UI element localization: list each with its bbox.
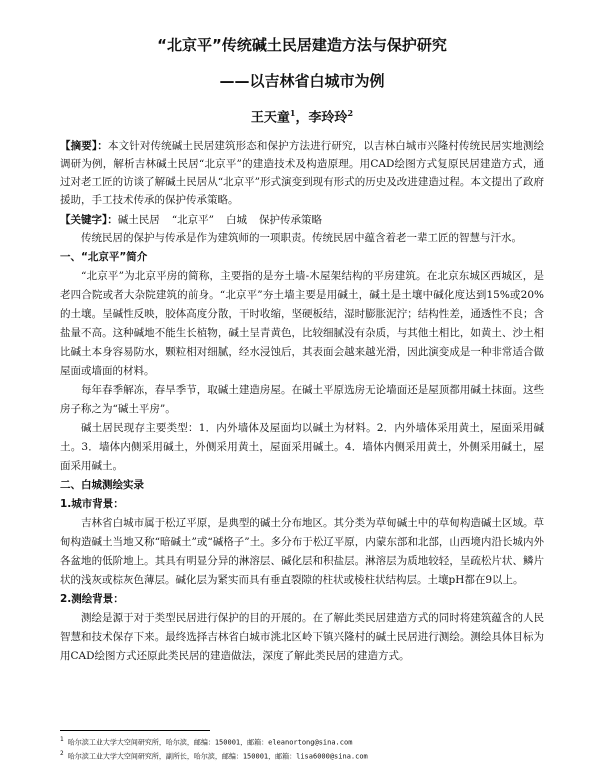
footnote-mark: 1 — [60, 736, 64, 743]
footnote-mark: 2 — [60, 750, 64, 758]
keyword: “北京平” — [171, 214, 214, 227]
author-separator: ， — [295, 110, 309, 126]
footnote — [60, 748, 544, 762]
keyword: 保护传承策略 — [259, 214, 322, 227]
footnote — [60, 734, 544, 748]
section-heading: 一、“北京平”简介 — [60, 251, 148, 264]
keywords-label: 【关键字】： — [60, 214, 118, 227]
keywords — [60, 211, 544, 229]
subsection-heading: 2.测绘背景： — [60, 593, 124, 606]
footnote-text: 哈尔滨工业大学大空间研究所，哈尔滨，邮编：150001，邮箱：eleanortong@sina.com — [67, 738, 353, 747]
keyword: 碱土民居 — [117, 214, 160, 227]
keyword: 白城 — [226, 214, 247, 227]
author-footnote-mark: 2 — [347, 108, 354, 118]
author-name: 王天童 — [250, 110, 290, 126]
footnote-text: 哈尔滨工业大学大空间研究所，副所长，哈尔滨，邮编：150001，邮箱：lisa6000@sina.com — [67, 752, 368, 761]
author-footnote-mark: 1 — [289, 108, 296, 118]
author-name: 李玲玲 — [308, 110, 348, 126]
paper-subtitle: ——以吉林省白城市为例 — [219, 72, 385, 90]
section-heading: 二、白城测绘实录 — [60, 479, 144, 492]
author-line — [60, 104, 544, 127]
body-paragraph: 每年春季解冻，春旱季节，取碱土建造房屋。在碱土平原选房无论墙面还是屋顶都用碱土抹面。这些房子称之为“碱土平房”。 — [60, 384, 544, 416]
abstract-text: 本文针对传统碱土民居建筑形态和保护方法进行研究，以吉林白城市兴隆村传统民居实地测绘调研为例，解析吉林碱土民居“北京平”的建造技术及构造原理。用CAD绘图方式复原民居建造方式，通过对老工匠的访谈了解碱土民居从“北京平”形式演变到现有形式的历史及改进建造过程。本文提出了政府援助，手工技术传承的保护传承策略。 — [60, 140, 545, 207]
footnotes — [60, 730, 544, 763]
body-paragraph: 碱土居民现存主要类型：1．内外墙体及屋面均以碱土为材料。2．内外墙体采用黄土，屋面采用碱土。3．墙体内侧采用碱土，外侧采用黄土，屋面采用碱土。4．墙体内侧采用黄土，外侧采用碱土，屋面采用碱土。 — [60, 422, 544, 473]
body-paragraph: 吉林省白城市属于松辽平原，是典型的碱土分布地区。其分类为草甸碱土中的草甸构造碱土区域。草甸构造碱土当地又称“暗碱土”或“碱格子”土。多分布于松辽平原，内蒙东部和北部，山西境内沿长城内外各盆地的低阶地上。其具有明显分异的淋溶层、碱化层和积盐层。淋溶层为质地较轻，呈疏松片状、鳞片状的浅灰或棕灰色薄层。碱化层为紧实而具有垂直裂隙的柱状或棱柱状结构层。土壤pH都在9以上。 — [60, 517, 544, 587]
body-paragraph: 测绘是源于对于类型民居进行保护的目的开展的。在了解此类民居建造方式的同时将建筑蕴含的人民智慧和技术保存下来。最终选择吉林省白城市洮北区岭下镇兴隆村的碱土民居进行测绘。测绘具体目标为用CAD绘图方式还原此类民居的建造做法，深度了解此类民居的建造方式。 — [60, 612, 544, 663]
abstract-label: 【摘要】： — [60, 140, 108, 153]
footnote-rule — [60, 730, 210, 731]
subsection-heading: 1.城市背景： — [60, 498, 124, 511]
body-paragraph: “北京平”为北京平房的简称，主要指的是夯土墙-木屋架结构的平房建筑。在北京东城区西城区，是老四合院或者大杂院建筑的前身。“北京平”夯土墙主要是用碱土，碱土是土壤中碱化度达到15%或20%的土壤。呈碱性反映，胶体高度分散，干时收缩，坚硬板结，湿时膨胀泥泞；结构性差，通透性不良；含盐量不高。这种碱地不能生长植物，碱土呈青黄色，比较细腻没有杂质，与其他土相比，如黄土、沙土相比碱土本身容易防水，颗粒相对细腻，经水浸蚀后，其表面会越来越光滑，因此演变成是一种非常适合做屋面或墙面的材料。 — [60, 270, 544, 378]
paper-title: “北京平”传统碱土民居建造方法与保护研究 — [157, 36, 447, 54]
intro-paragraph: 传统民居的保护与传承是作为建筑师的一项职责。传统民居中蕴含着老一辈工匠的智慧与汗水。 — [81, 232, 522, 245]
abstract — [60, 137, 544, 209]
